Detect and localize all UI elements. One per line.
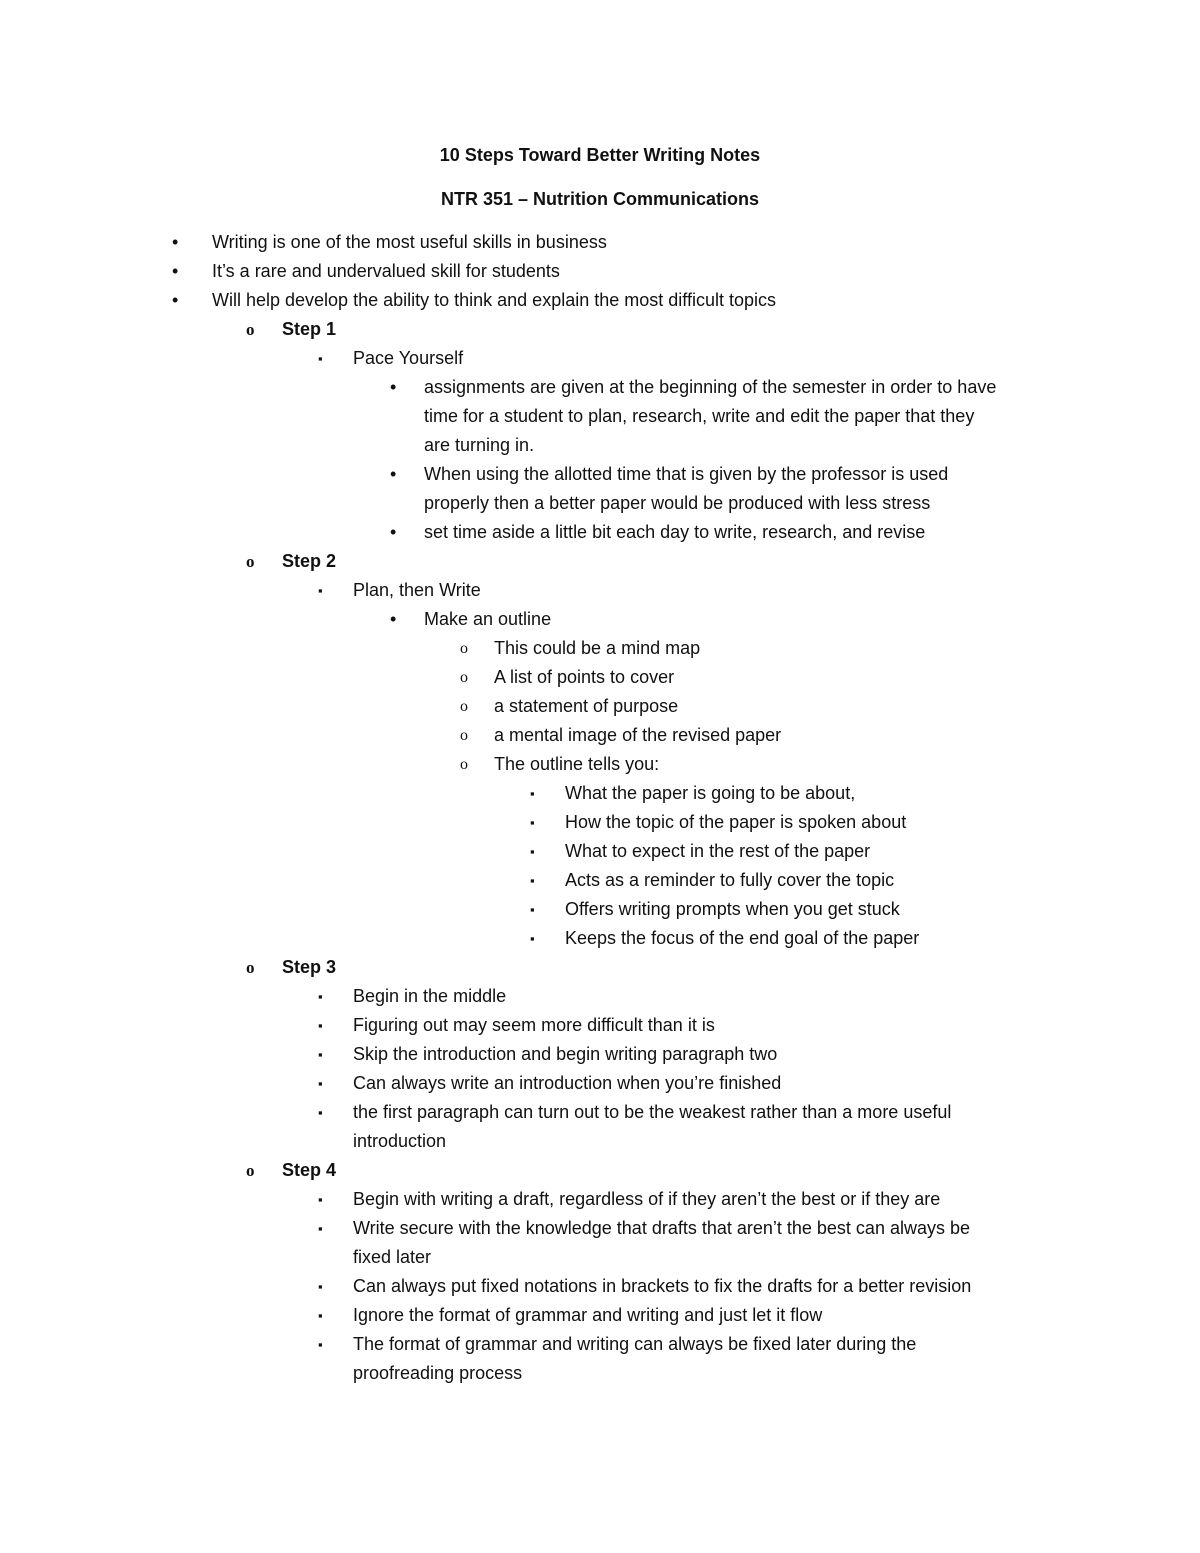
list-item-continuation bbox=[0, 1359, 1200, 1388]
list-item-text: A list of points to cover bbox=[494, 667, 675, 687]
square-bullet-icon: ▪ bbox=[318, 1192, 323, 1207]
list-item bbox=[0, 837, 1200, 866]
list-item-continuation bbox=[0, 1243, 1200, 1272]
list-item bbox=[0, 1214, 1200, 1243]
list-item-text: Begin in the middle bbox=[353, 986, 507, 1006]
list-item bbox=[0, 924, 1200, 953]
list-item-text: assignments are given at the beginning of the semester in order to have bbox=[424, 377, 997, 397]
list-item bbox=[0, 779, 1200, 808]
list-item-text: Acts as a reminder to fully cover the topic bbox=[565, 870, 895, 890]
list-item bbox=[0, 1156, 1200, 1185]
list-item-text: Can always write an introduction when you’re finished bbox=[353, 1073, 782, 1093]
list-item-text: Step 3 bbox=[282, 957, 337, 977]
square-bullet-icon: ▪ bbox=[318, 1018, 323, 1033]
list-item bbox=[0, 692, 1200, 721]
list-item-text: It’s a rare and undervalued skill for students bbox=[212, 261, 560, 281]
list-item bbox=[0, 373, 1200, 402]
list-item-text: are turning in. bbox=[424, 435, 535, 455]
list-item-text: Step 2 bbox=[282, 551, 337, 571]
list-item bbox=[0, 721, 1200, 750]
circle-bullet-icon: o bbox=[460, 756, 468, 773]
square-bullet-icon: ▪ bbox=[318, 1076, 323, 1091]
list-item bbox=[0, 1040, 1200, 1069]
list-item bbox=[0, 518, 1200, 547]
square-bullet-icon: ▪ bbox=[530, 815, 535, 830]
list-item-text: Ignore the format of grammar and writing and just let it flow bbox=[353, 1305, 823, 1325]
square-bullet-icon: ▪ bbox=[318, 1047, 323, 1062]
list-item-text: Write secure with the knowledge that drafts that aren’t the best can always be bbox=[353, 1218, 971, 1238]
list-item bbox=[0, 315, 1200, 344]
list-item bbox=[0, 953, 1200, 982]
list-item bbox=[0, 663, 1200, 692]
list-item-text: Make an outline bbox=[424, 609, 552, 629]
list-item-text: Pace Yourself bbox=[353, 348, 464, 368]
list-item bbox=[0, 1098, 1200, 1127]
disc-bullet-icon: • bbox=[390, 464, 397, 484]
list-item-text: Will help develop the ability to think and explain the most difficult topics bbox=[212, 290, 776, 310]
square-bullet-icon: ▪ bbox=[530, 786, 535, 801]
list-item-text: What the paper is going to be about, bbox=[565, 783, 856, 803]
list-item-text: Offers writing prompts when you get stuck bbox=[565, 899, 900, 919]
list-item-continuation bbox=[0, 431, 1200, 460]
list-item bbox=[0, 750, 1200, 779]
circle-bullet-icon: o bbox=[246, 1161, 255, 1180]
list-item-text: The format of grammar and writing can always be fixed later during the bbox=[353, 1334, 917, 1354]
circle-bullet-icon: o bbox=[460, 640, 468, 657]
list-item-continuation bbox=[0, 402, 1200, 431]
circle-bullet-icon: o bbox=[460, 669, 468, 686]
list-item bbox=[0, 576, 1200, 605]
square-bullet-icon: ▪ bbox=[318, 1221, 323, 1236]
list-item bbox=[0, 982, 1200, 1011]
disc-bullet-icon: • bbox=[390, 522, 397, 542]
list-item-text: Skip the introduction and begin writing paragraph two bbox=[353, 1044, 778, 1064]
list-item-text: Step 4 bbox=[282, 1160, 337, 1180]
document-subtitle: NTR 351 – Nutrition Communications bbox=[440, 189, 760, 209]
list-item-text: proofreading process bbox=[353, 1363, 523, 1383]
list-item-text: The outline tells you: bbox=[494, 754, 660, 774]
list-item-text: Can always put fixed notations in brackets to fix the drafts for a better revision bbox=[353, 1276, 972, 1296]
list-item-text: How the topic of the paper is spoken about bbox=[565, 812, 907, 832]
square-bullet-icon: ▪ bbox=[530, 931, 535, 946]
disc-bullet-icon: • bbox=[172, 232, 179, 252]
disc-bullet-icon: • bbox=[172, 261, 179, 281]
list-item-text: Figuring out may seem more difficult than it is bbox=[353, 1015, 715, 1035]
notes-list bbox=[0, 228, 1200, 1388]
square-bullet-icon: ▪ bbox=[530, 873, 535, 888]
list-item bbox=[0, 1011, 1200, 1040]
list-item-text: When using the allotted time that is given by the professor is used bbox=[424, 464, 949, 484]
square-bullet-icon: ▪ bbox=[318, 351, 323, 366]
list-item bbox=[0, 895, 1200, 924]
list-item bbox=[0, 1301, 1200, 1330]
square-bullet-icon: ▪ bbox=[318, 1279, 323, 1294]
square-bullet-icon: ▪ bbox=[530, 844, 535, 859]
square-bullet-icon: ▪ bbox=[318, 1105, 323, 1120]
list-item-text: time for a student to plan, research, write and edit the paper that they bbox=[424, 406, 975, 426]
square-bullet-icon: ▪ bbox=[318, 1308, 323, 1323]
circle-bullet-icon: o bbox=[460, 727, 468, 744]
list-item-text: set time aside a little bit each day to write, research, and revise bbox=[424, 522, 926, 542]
circle-bullet-icon: o bbox=[246, 320, 255, 339]
list-item-text: What to expect in the rest of the paper bbox=[565, 841, 871, 861]
list-item bbox=[0, 344, 1200, 373]
list-item bbox=[0, 1185, 1200, 1214]
disc-bullet-icon: • bbox=[390, 609, 397, 629]
list-item-text: introduction bbox=[353, 1131, 447, 1151]
list-item-text: Begin with writing a draft, regardless of if they aren’t the best or if they are bbox=[353, 1189, 941, 1209]
list-item bbox=[0, 808, 1200, 837]
list-item bbox=[0, 1272, 1200, 1301]
list-item bbox=[0, 257, 1200, 286]
list-item bbox=[0, 547, 1200, 576]
list-item bbox=[0, 1330, 1200, 1359]
list-item-continuation bbox=[0, 489, 1200, 518]
list-item bbox=[0, 1069, 1200, 1098]
square-bullet-icon: ▪ bbox=[318, 583, 323, 598]
list-item-text: Step 1 bbox=[282, 319, 337, 339]
circle-bullet-icon: o bbox=[460, 698, 468, 715]
list-item-text: a mental image of the revised paper bbox=[494, 725, 782, 745]
list-item-text: Writing is one of the most useful skills in business bbox=[212, 232, 607, 252]
list-item-text: fixed later bbox=[353, 1247, 432, 1267]
list-item-text: This could be a mind map bbox=[494, 638, 701, 658]
document-title: 10 Steps Toward Better Writing Notes bbox=[439, 145, 761, 165]
circle-bullet-icon: o bbox=[246, 958, 255, 977]
square-bullet-icon: ▪ bbox=[318, 989, 323, 1004]
list-item bbox=[0, 634, 1200, 663]
list-item-continuation bbox=[0, 1127, 1200, 1156]
list-item-text: a statement of purpose bbox=[494, 696, 679, 716]
list-item-text: Keeps the focus of the end goal of the paper bbox=[565, 928, 920, 948]
square-bullet-icon: ▪ bbox=[318, 1337, 323, 1352]
list-item-text: properly then a better paper would be produced with less stress bbox=[424, 493, 931, 513]
list-item-text: Plan, then Write bbox=[353, 580, 481, 600]
disc-bullet-icon: • bbox=[390, 377, 397, 397]
square-bullet-icon: ▪ bbox=[530, 902, 535, 917]
list-item bbox=[0, 866, 1200, 895]
list-item-text: the first paragraph can turn out to be the weakest rather than a more useful bbox=[353, 1102, 952, 1122]
list-item bbox=[0, 228, 1200, 257]
list-item bbox=[0, 286, 1200, 315]
disc-bullet-icon: • bbox=[172, 290, 179, 310]
list-item bbox=[0, 605, 1200, 634]
list-item bbox=[0, 460, 1200, 489]
circle-bullet-icon: o bbox=[246, 552, 255, 571]
